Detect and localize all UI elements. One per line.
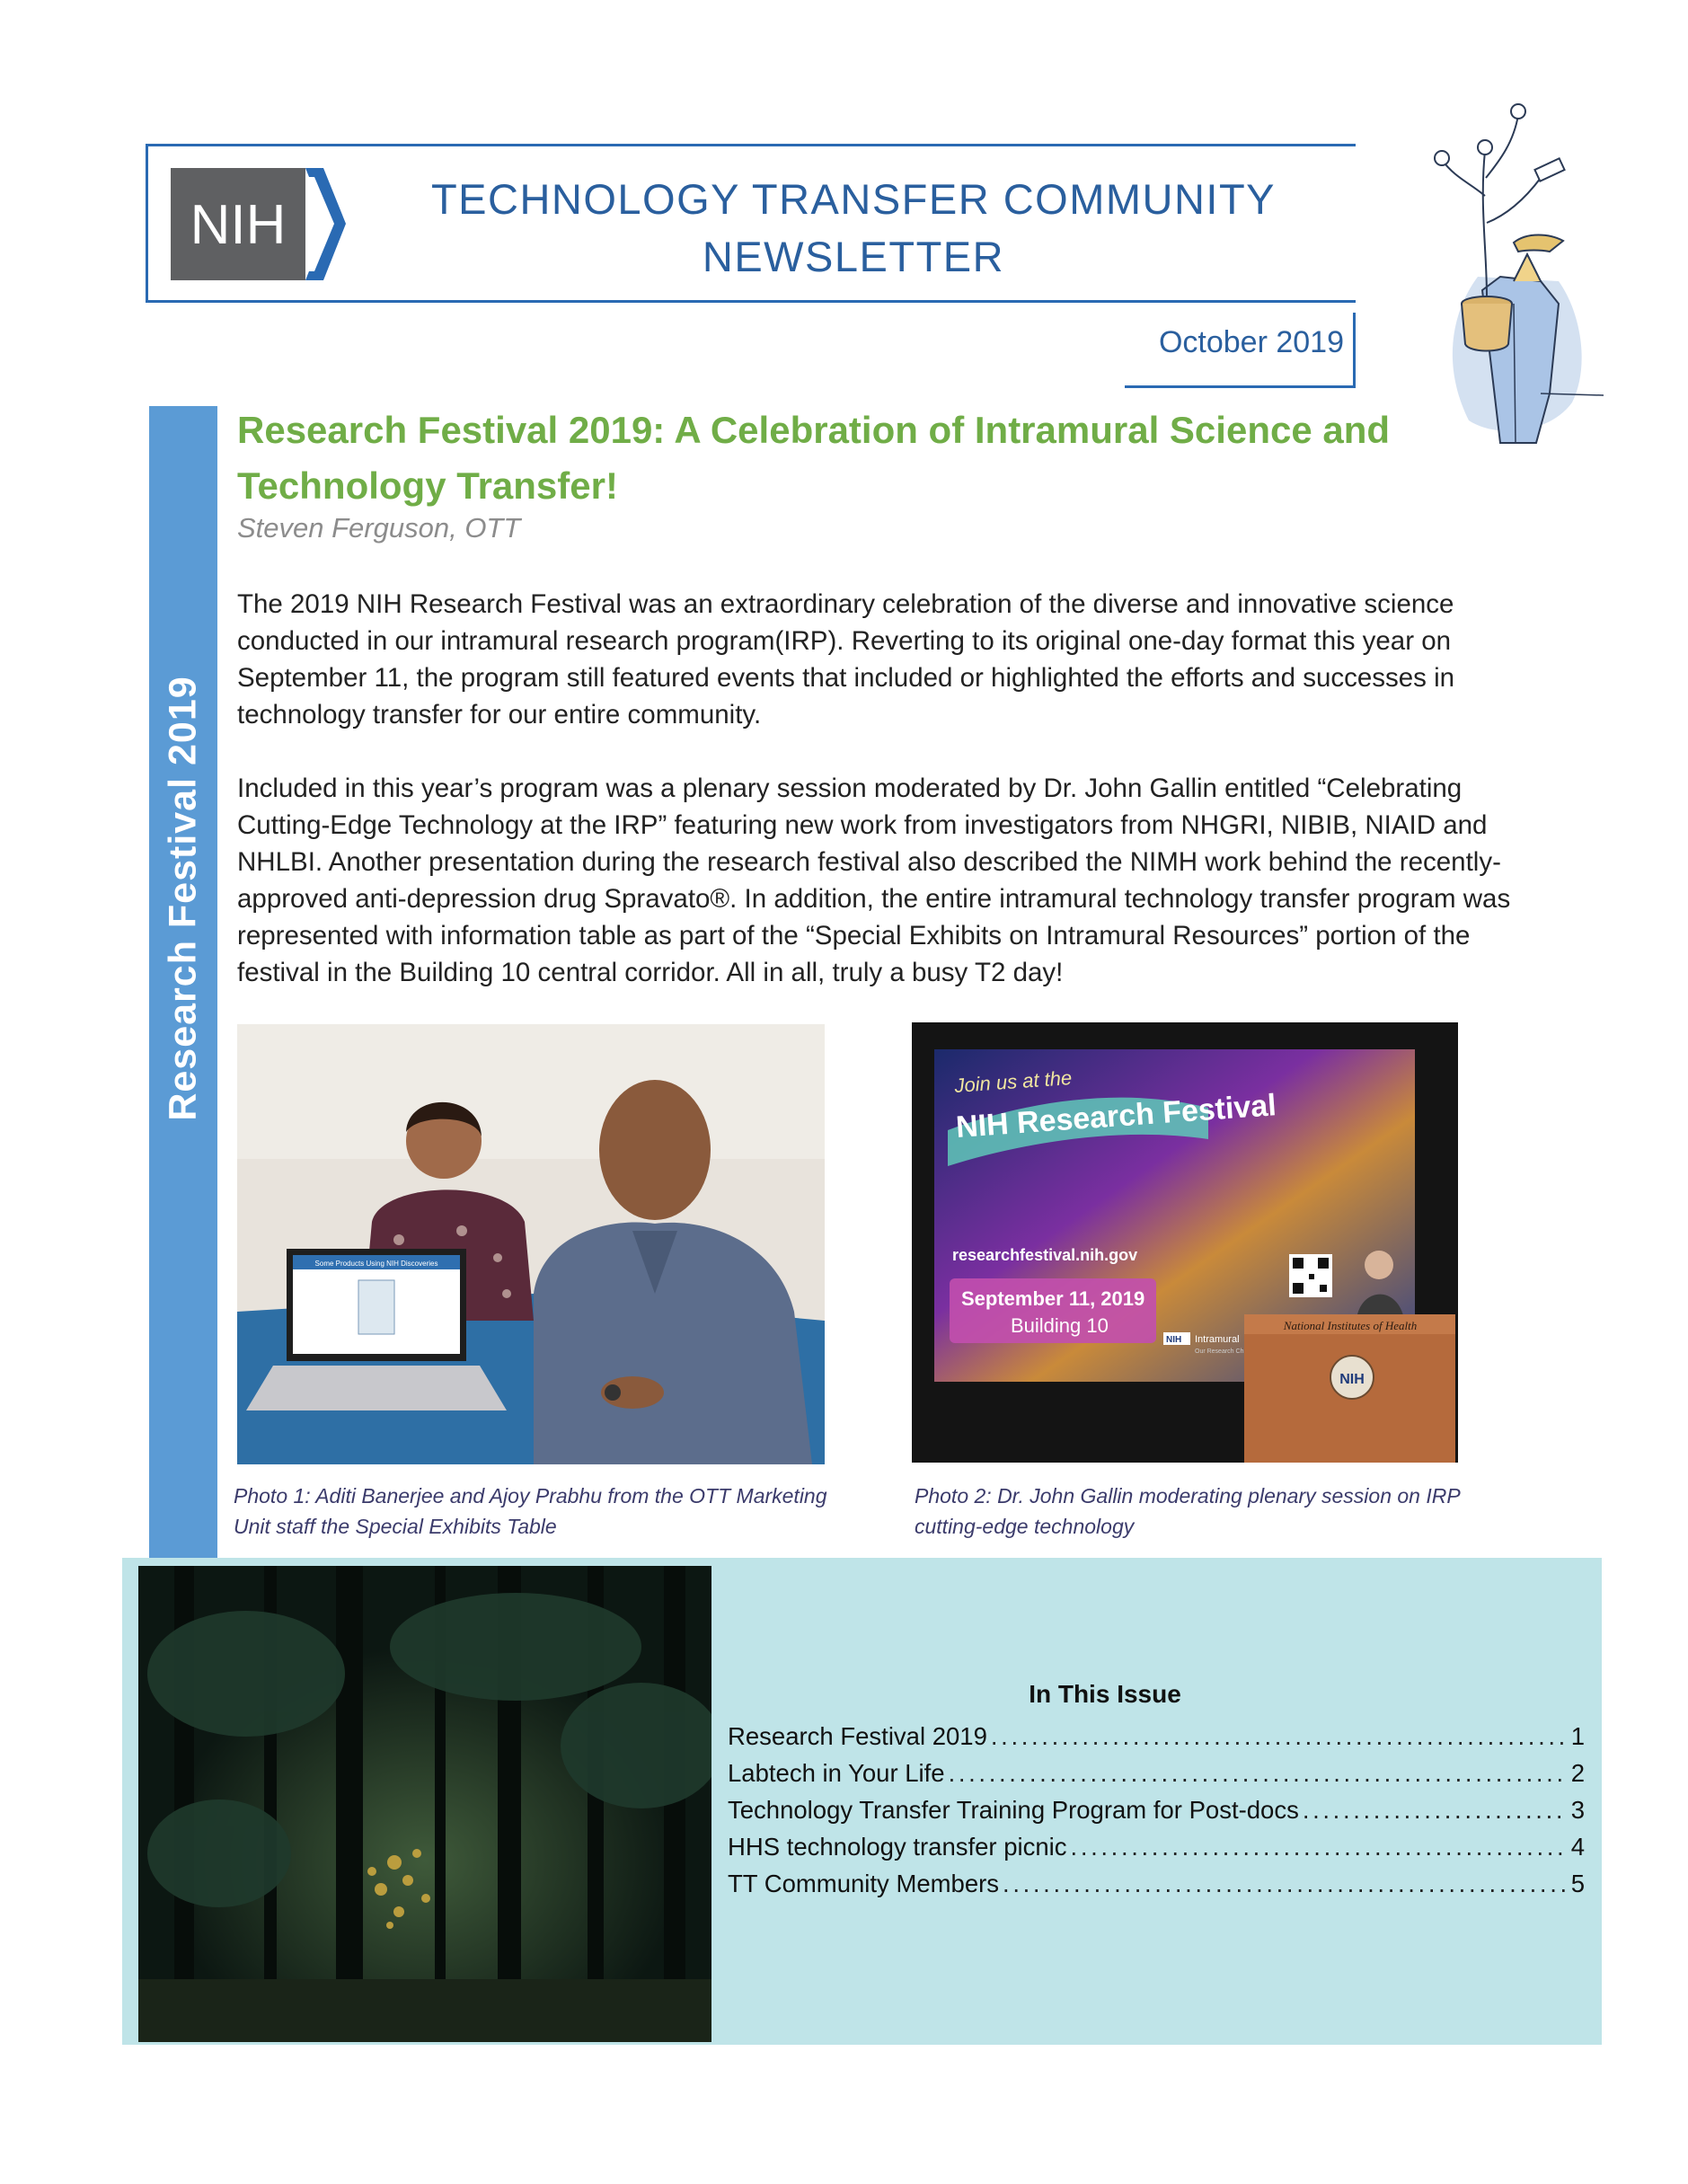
- photo-1: [237, 1024, 825, 1464]
- screen-brand-sub: Our Research Ch: [1195, 1348, 1244, 1355]
- issue-date: October 2019: [1158, 325, 1344, 359]
- newsletter-title: [359, 171, 1348, 286]
- photo-1-caption: Photo 1: Aditi Banerjee and Ajoy Prabhu from the OTT Marketing Unit staff the Special Exhibits Table: [234, 1484, 827, 1538]
- toc-item-page: 1: [1570, 1722, 1585, 1750]
- toc-item[interactable]: [728, 1865, 1585, 1902]
- toc-list: [728, 1718, 1585, 1902]
- toc-item-label: TT Community Members: [728, 1870, 1000, 1897]
- screen-brand: Intramural: [1195, 1334, 1240, 1345]
- toc-item-page: 3: [1570, 1796, 1585, 1824]
- section-side-label: Research Festival 2019: [161, 676, 205, 1121]
- toc-item-page: 2: [1570, 1759, 1585, 1787]
- toc-item[interactable]: [728, 1718, 1585, 1755]
- laptop-screen-text: Some Products Using NIH Discoveries: [314, 1260, 438, 1268]
- toc-title: In This Issue: [1029, 1680, 1181, 1708]
- toc-item-label: Research Festival 2019: [728, 1722, 987, 1750]
- scientist-illustration-icon: [1415, 97, 1604, 447]
- screen-place: Building 10: [1011, 1314, 1109, 1337]
- toc-leader: [949, 1755, 1568, 1791]
- podium-logo: NIH: [1339, 1372, 1365, 1387]
- toc-leader: [1071, 1828, 1568, 1865]
- forest-photo: [138, 1566, 711, 2042]
- article-title: Research Festival 2019: A Celebration of Intramural Science and Technology Transfer!: [237, 409, 1391, 507]
- toc-item-label: Technology Transfer Training Program for Post-docs: [728, 1796, 1299, 1824]
- nih-logo-icon: [171, 168, 346, 280]
- toc-item[interactable]: [728, 1828, 1585, 1865]
- toc-item-label: Labtech in Your Life: [728, 1759, 945, 1787]
- article-paragraph-1: The 2019 NIH Research Festival was an extraordinary celebration of the diverse and innovative science conducted in our intramural research program(IRP). Reverting to its original one-day format this year on September 11, the program still featured events that included or highlighted the efforts and successes in technology transfer for our entire community.: [237, 589, 1455, 729]
- article-byline: Steven Ferguson, OTT: [237, 512, 521, 544]
- nih-logo-text: NIH: [190, 194, 287, 256]
- screen-logo: NIH: [1166, 1335, 1182, 1345]
- toc-leader: [1303, 1791, 1568, 1828]
- toc-item[interactable]: [728, 1755, 1585, 1791]
- screen-date: September 11, 2019: [961, 1287, 1145, 1310]
- toc-item-label: HHS technology transfer picnic: [728, 1833, 1067, 1861]
- podium-text: National Institutes of Health: [1283, 1319, 1418, 1332]
- screen-line-1: Join us at the: [953, 1065, 1073, 1097]
- photo-2: [912, 1022, 1458, 1463]
- toc-leader: [991, 1718, 1568, 1755]
- photo-2-caption: Photo 2: Dr. John Gallin moderating plenary session on IRP cutting-edge technology: [915, 1484, 1460, 1538]
- toc-item-page: 5: [1570, 1870, 1585, 1897]
- screen-url: researchfestival.nih.gov: [952, 1246, 1138, 1264]
- toc-item[interactable]: [728, 1791, 1585, 1828]
- newsletter-title-line2: NEWSLETTER: [702, 233, 1005, 280]
- toc-item-page: 4: [1570, 1833, 1585, 1861]
- article-paragraph-2: Included in this year’s program was a plenary session moderated by Dr. John Gallin entitled “Celebrating Cutting-Edge Technology at the IRP” featuring new work from investigators from NHGRI, NIBIB, NIAID and NHLBI. Another presentation during the research festival also described the NIMH work behind the recently-approved anti-depression drug Spravato®. In addition, the entire intramural technology transfer program was represented with information table as part of the “Special Exhibits on Intramural Resources” portion of the festival in the Building 10 central corridor. All in all, truly a busy T2 day!: [237, 774, 1511, 987]
- toc-leader: [1003, 1865, 1568, 1902]
- newsletter-title-line1: TECHNOLOGY TRANSFER COMMUNITY: [430, 175, 1277, 223]
- screen-line-2: NIH Research Festival: [954, 1088, 1277, 1145]
